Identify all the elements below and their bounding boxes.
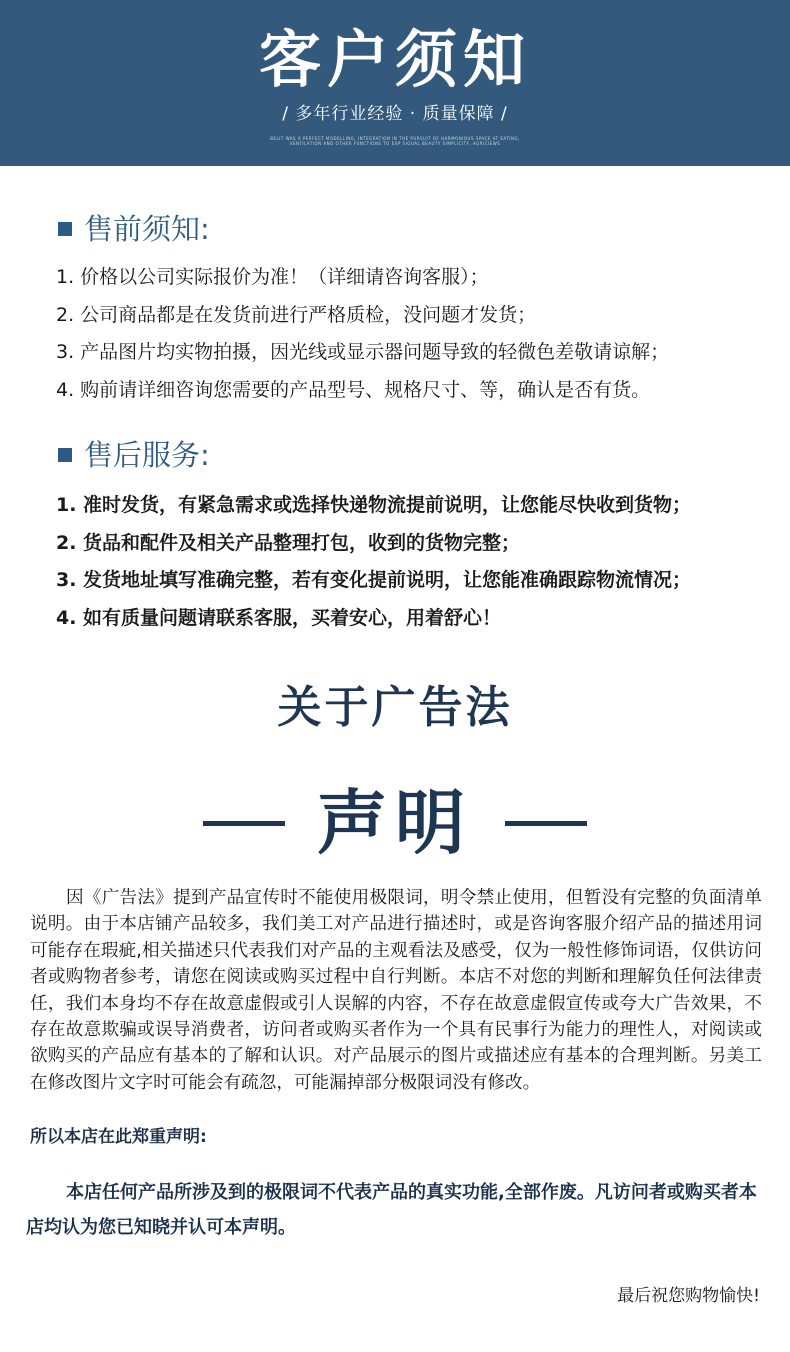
aftersale-list	[56, 487, 776, 637]
page-title: 客户须知	[258, 23, 531, 96]
list-item: 1. 价格以公司实际报价为准！（详细请咨询客服）；	[56, 266, 489, 288]
square-bullet-icon	[58, 448, 72, 462]
aftersale-title-text: 售后服务:	[84, 438, 210, 472]
list-item: 3. 发货地址填写准确完整，若有变化提前说明，让您能准确跟踪物流情况；	[56, 569, 692, 591]
declaration-title: 声明	[317, 782, 473, 864]
dash-divider	[505, 821, 587, 826]
list-item: 1. 准时发货，有紧急需求或选择快递物流提前说明，让您能尽快收到货物；	[56, 494, 692, 516]
declaration-body: 因《广告法》提到产品宣传时不能使用极限词，明令禁止使用，但暂没有完整的负面清单说明。由于本店铺产品较多，我们美工对产品进行描述时，或是咨询客服介绍产品的描述用词可能存在瑕疵,相关描述只代表我们对产品的主观看法及感受，仅为一般性修饰词语，仅供访问者或购物者参考，请您在阅读或购买过程中自行判断。本店不对您的判断和理解负任何法律责任，我们本身均不存在故意虚假或引人误解的内容，不存在故意虚假宣传或夸大广告效果，不存在故意欺骗或误导消费者，访问者或购买者作为一个具有民事行为能力的理性人，对阅读或欲购买的产品应有基本的了解和认识。对产品展示的图片或描述应有基本的合理判断。另美工在修改图片文字时可能会有疏忽，可能漏掉部分极限词没有修改。	[30, 888, 762, 1093]
banner-subtitle: / 多年行业经验 · 质量保障 /	[282, 104, 508, 124]
square-bullet-icon	[58, 222, 72, 236]
presale-section-title	[58, 209, 210, 249]
list-item: 4. 购前请详细咨询您需要的产品型号、规格尺寸、等，确认是否有货。	[56, 378, 651, 401]
closing-greeting: 最后祝您购物愉快!	[617, 1286, 760, 1306]
list-item: 3. 产品图片均实物拍摄，因光线或显示器问题导致的轻微色差敬请谅解；	[56, 341, 670, 363]
aftersale-section-title	[58, 435, 210, 475]
declaration-statement: 本店任何产品所涉及到的极限词不代表产品的真实功能,全部作废。凡访问者或购买者本店均认为您已知晓并认可本声明。	[26, 1182, 757, 1238]
list-item: 4. 如有质量问题请联系客服，买着安心，用着舒心！	[56, 606, 502, 629]
header-banner	[0, 0, 790, 166]
banner-tagline: BELIT WAS A PERFECT MODELLING, INTEGRATION IN THE PURSUIT OF HARMONIOUS SPACE AT EATING, VENTILATION AND OTHER FUNCTIONS TO EXP SIGUAL BEAUTY SIMPLICITY, AGRICIEWS	[270, 136, 520, 146]
declaration-title-row	[0, 778, 790, 868]
list-item: 2. 货品和配件及相关产品整理打包，收到的货物完整；	[56, 531, 521, 554]
list-item: 2. 公司商品都是在发货前进行严格质检，没问题才发货；	[56, 303, 537, 326]
declaration-lead-in: 所以本店在此郑重声明:	[30, 1127, 207, 1147]
dash-divider	[203, 821, 285, 826]
presale-list	[56, 259, 776, 409]
presale-title-text: 售前须知:	[84, 212, 210, 246]
ad-law-heading: 关于广告法	[277, 682, 513, 733]
